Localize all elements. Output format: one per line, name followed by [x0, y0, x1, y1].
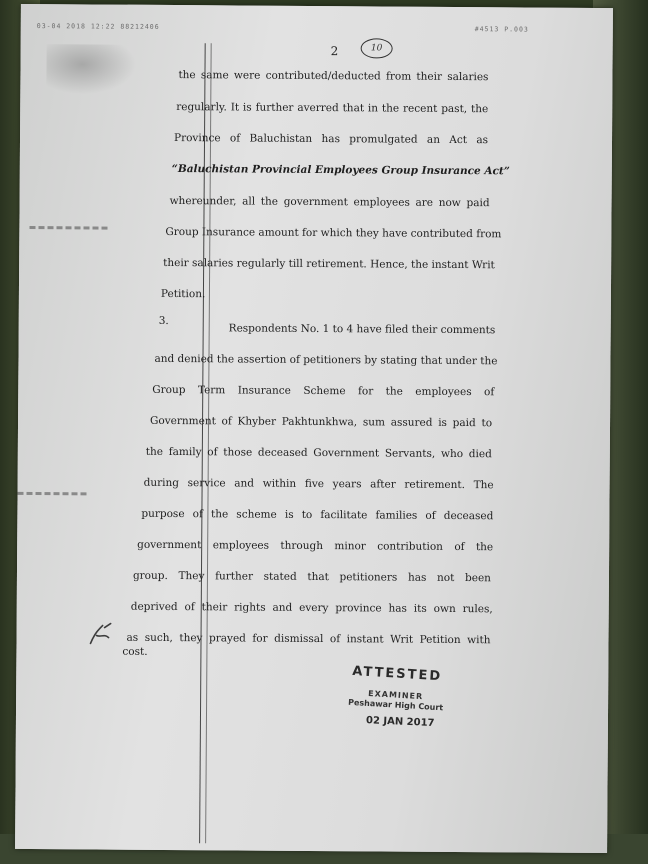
fax-header-right: #4513 P.003	[474, 25, 529, 34]
text-line: cost.	[122, 645, 148, 658]
text-line: Group Term Insurance Scheme for the employees of	[152, 383, 495, 399]
text-line: Respondents No. 1 to 4 have filed their comments	[228, 322, 496, 337]
fax-header-left: 03-04 2018 12:22 88212406	[36, 22, 160, 31]
text-line: purpose of the scheme is to facilitate families of deceased	[141, 507, 494, 523]
act-title: “Baluchistan Provincial Employees Group Insurance Act”	[171, 163, 510, 178]
text-line: as such, they prayed for dismissal of instant Writ Petition with	[126, 631, 491, 647]
stamp-examiner: EXAMINER	[367, 688, 424, 702]
attested-stamp: ATTESTED	[351, 663, 443, 685]
scan-smudge	[46, 44, 136, 95]
text-line: during service and within five years after retirement. The	[143, 476, 494, 492]
scan-artifact-line	[18, 492, 88, 495]
text-line: and denied the assertion of petitioners by stating that under the	[154, 352, 498, 368]
text-line: regularly. It is further averred that in the recent past, the	[176, 101, 489, 116]
text-line: the family of those deceased Government Servants, who died	[145, 445, 492, 461]
text-line: deprived of their rights and every province has its own rules,	[130, 600, 493, 616]
text-line: Government of Khyber Pakhtunkhwa, sum assured is paid to	[150, 414, 493, 430]
text-line: the same were contributed/deducted from their salaries	[178, 69, 489, 84]
stamp-court: Peshawar High Court	[347, 697, 444, 713]
text-line: Petition.	[160, 287, 206, 301]
stamp-date: 02 JAN 2017	[365, 715, 435, 730]
text-line: Province of Baluchistan has promulgated an Act as	[173, 132, 489, 147]
page-number: 2	[330, 44, 339, 59]
document-page	[15, 4, 613, 853]
text-line: Group Insurance amount for which they have contributed from	[165, 225, 502, 241]
circled-page-number: 10	[361, 38, 393, 58]
scan-artifact-line	[29, 226, 109, 230]
paragraph-number: 3.	[158, 314, 169, 327]
initials-signature	[86, 619, 116, 649]
text-line: group. They further stated that petitioners has not been	[132, 569, 492, 585]
text-line: whereunder, all the government employees are now paid	[169, 194, 490, 210]
text-line: their salaries regularly till retirement. Hence, the instant Writ	[163, 256, 495, 272]
text-line: government employees through minor contribution of the	[137, 538, 494, 554]
